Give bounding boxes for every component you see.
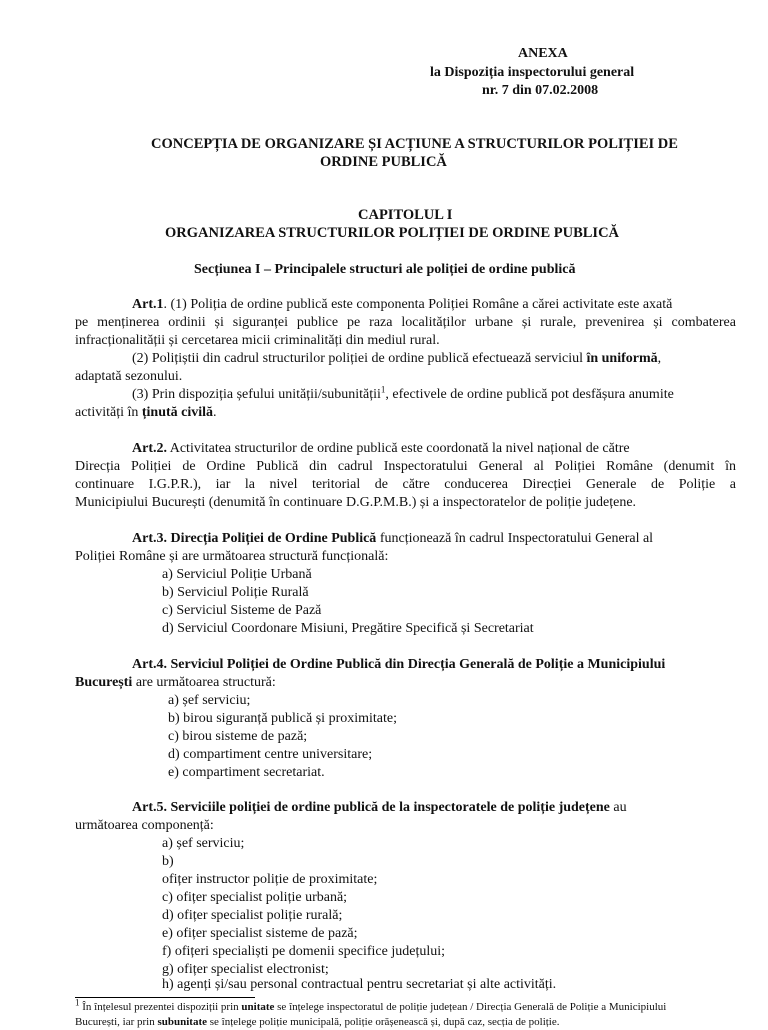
art2-line2: Direcția Poliției de Ordine Publică din cadrul Inspectoratului General al Poliției Române (denumit în — [75, 459, 736, 474]
art1-p1-text: . (1) Poliția de ordine publică este componenta Poliției Române a cărei activitate este axată — [163, 297, 673, 312]
annex-label: ANEXA — [518, 46, 568, 61]
art1-paragraph1-line1 — [132, 296, 672, 314]
art1-p3-text3: activități în — [75, 405, 142, 420]
art5-item: c) ofițer specialist poliție urbană; — [162, 890, 348, 905]
art1-paragraph2-line1 — [132, 350, 661, 368]
footnote-line2 — [75, 1015, 560, 1030]
art5-item: g) ofițer specialist electronist; — [162, 962, 329, 977]
art5-item: b) — [162, 854, 174, 869]
chapter-title: ORGANIZAREA STRUCTURILOR POLIȚIEI DE ORDINE PUBLICĂ — [165, 225, 620, 241]
document-title-line2: ORDINE PUBLICĂ — [320, 154, 447, 170]
art1-p3-text2: , efectivele de ordine publică pot desfășura anumite — [385, 387, 674, 402]
art1-paragraph3-line2 — [75, 404, 217, 422]
art3-line1 — [132, 530, 653, 548]
art4-item: a) șef serviciu; — [168, 693, 251, 708]
art5-item: ofițer instructor poliție de proximitate; — [162, 872, 378, 887]
annex-disposition: la Dispoziția inspectorului general — [430, 65, 635, 80]
art4-line2 — [75, 674, 276, 692]
art5-line1 — [132, 799, 627, 817]
art4-item: b) birou siguranță publică și proximitate; — [168, 711, 398, 726]
art3-item: b) Serviciul Poliție Rurală — [162, 585, 309, 600]
art4-item: e) compartiment secretariat. — [168, 765, 325, 780]
art1-paragraph2-line2: adaptată sezonului. — [75, 369, 183, 384]
art3-item: a) Serviciul Poliție Urbană — [162, 567, 312, 582]
art5-item: a) șef serviciu; — [162, 836, 245, 851]
art4-item: d) compartiment centre universitare; — [168, 747, 373, 762]
art1-p2-emphasis: în uniformă — [586, 351, 658, 366]
chapter-label: CAPITOLUL I — [358, 207, 453, 223]
footnote-marker: 1 — [75, 997, 80, 1008]
art2-line1 — [132, 440, 630, 458]
document-title-line1: CONCEPȚIA DE ORGANIZARE ȘI ACȚIUNE A STRUCTURILOR POLIȚIEI DE — [151, 136, 678, 152]
art3-line2: Poliției Române și are următoarea structură funcțională: — [75, 549, 389, 564]
art3-item: c) Serviciul Sisteme de Pază — [162, 603, 322, 618]
art3-text: funcționează în cadrul Inspectoratului General al — [376, 531, 654, 546]
footnote-text3: București, iar prin — [75, 1016, 158, 1028]
art4-label: Art.4. Serviciul Poliției de Ordine Publică din Direcția Generală de Poliție a Municipiului — [132, 657, 666, 672]
art1-p3-period: . — [213, 405, 217, 420]
art2-line4: Municipiului București (denumită în continuare D.G.P.M.B.) și a inspectoratelor de poliție județene. — [75, 495, 637, 510]
footnote-text: În înțelesul prezentei dispoziții prin — [79, 1001, 242, 1013]
art2-text: Activitatea structurilor de ordine publică este coordonată la nivel național de către — [167, 441, 630, 456]
footnote-text4: se înțelege poliție municipală, poliție orășenească și, după caz, secția de poliție. — [207, 1016, 560, 1028]
art2-line3: continuare I.G.P.R.), iar la nivel teritorial de către conducerea Direcției Generale de Poliție a — [75, 477, 736, 492]
annex-number: nr. 7 din 07.02.2008 — [482, 83, 599, 98]
art1-p3-text: (3) Prin dispoziția șefului unității/subunității — [132, 387, 381, 402]
art5-text: au — [609, 800, 627, 815]
art4-item: c) birou sisteme de pază; — [168, 729, 308, 744]
footnote-line1 — [75, 997, 667, 1015]
art3-label: Art.3. Direcția Poliției de Ordine Publică — [132, 531, 377, 546]
art1-paragraph1-line2: pe menținerea ordinii și siguranței publice pe raza localităților urbane și rurale, prevenirea și combaterea — [75, 315, 736, 330]
footnote-separator — [75, 997, 255, 998]
art2-label: Art.2. — [132, 441, 167, 456]
art1-label: Art.1 — [132, 297, 164, 312]
footnote-ref: 1 — [380, 384, 386, 395]
art1-p3-emphasis: ținută civilă — [141, 405, 214, 420]
art4-text: are următoarea structură: — [132, 675, 276, 690]
footnote-term-subunitate: subunitate — [157, 1016, 208, 1028]
footnote-term-unitate: unitate — [241, 1001, 275, 1013]
art1-p2-comma: , — [657, 351, 662, 366]
art1-p2-text: (2) Polițiștii din cadrul structurilor poliției de ordine publică efectuează serviciul — [132, 351, 587, 366]
art4-label-cont: București — [75, 675, 133, 690]
footnote-text2: se înțelege inspectoratul de poliție județean / Direcția Generală de Poliție a Municipiului — [274, 1001, 667, 1013]
art5-item: f) ofițeri specialiști pe domenii specifice județului; — [162, 944, 446, 959]
art5-item: d) ofițer specialist poliție rurală; — [162, 908, 343, 923]
art1-paragraph1-line3: infracționalității și cercetarea micii criminalități din mediul rural. — [75, 333, 440, 348]
art5-item: h) agenți și/sau personal contractual pentru secretariat și alte activități. — [162, 977, 557, 992]
art5-item: e) ofițer specialist sisteme de pază; — [162, 926, 358, 941]
section-title: Secțiunea I – Principalele structuri ale poliției de ordine publică — [194, 262, 576, 277]
art5-line2: următoarea componență: — [75, 818, 214, 833]
art1-paragraph3-line1 — [132, 386, 674, 404]
art3-item: d) Serviciul Coordonare Misiuni, Pregătire Specifică și Secretariat — [162, 621, 534, 636]
art5-label: Art.5. Serviciile poliției de ordine publică de la inspectoratele de poliție județene — [132, 800, 610, 815]
